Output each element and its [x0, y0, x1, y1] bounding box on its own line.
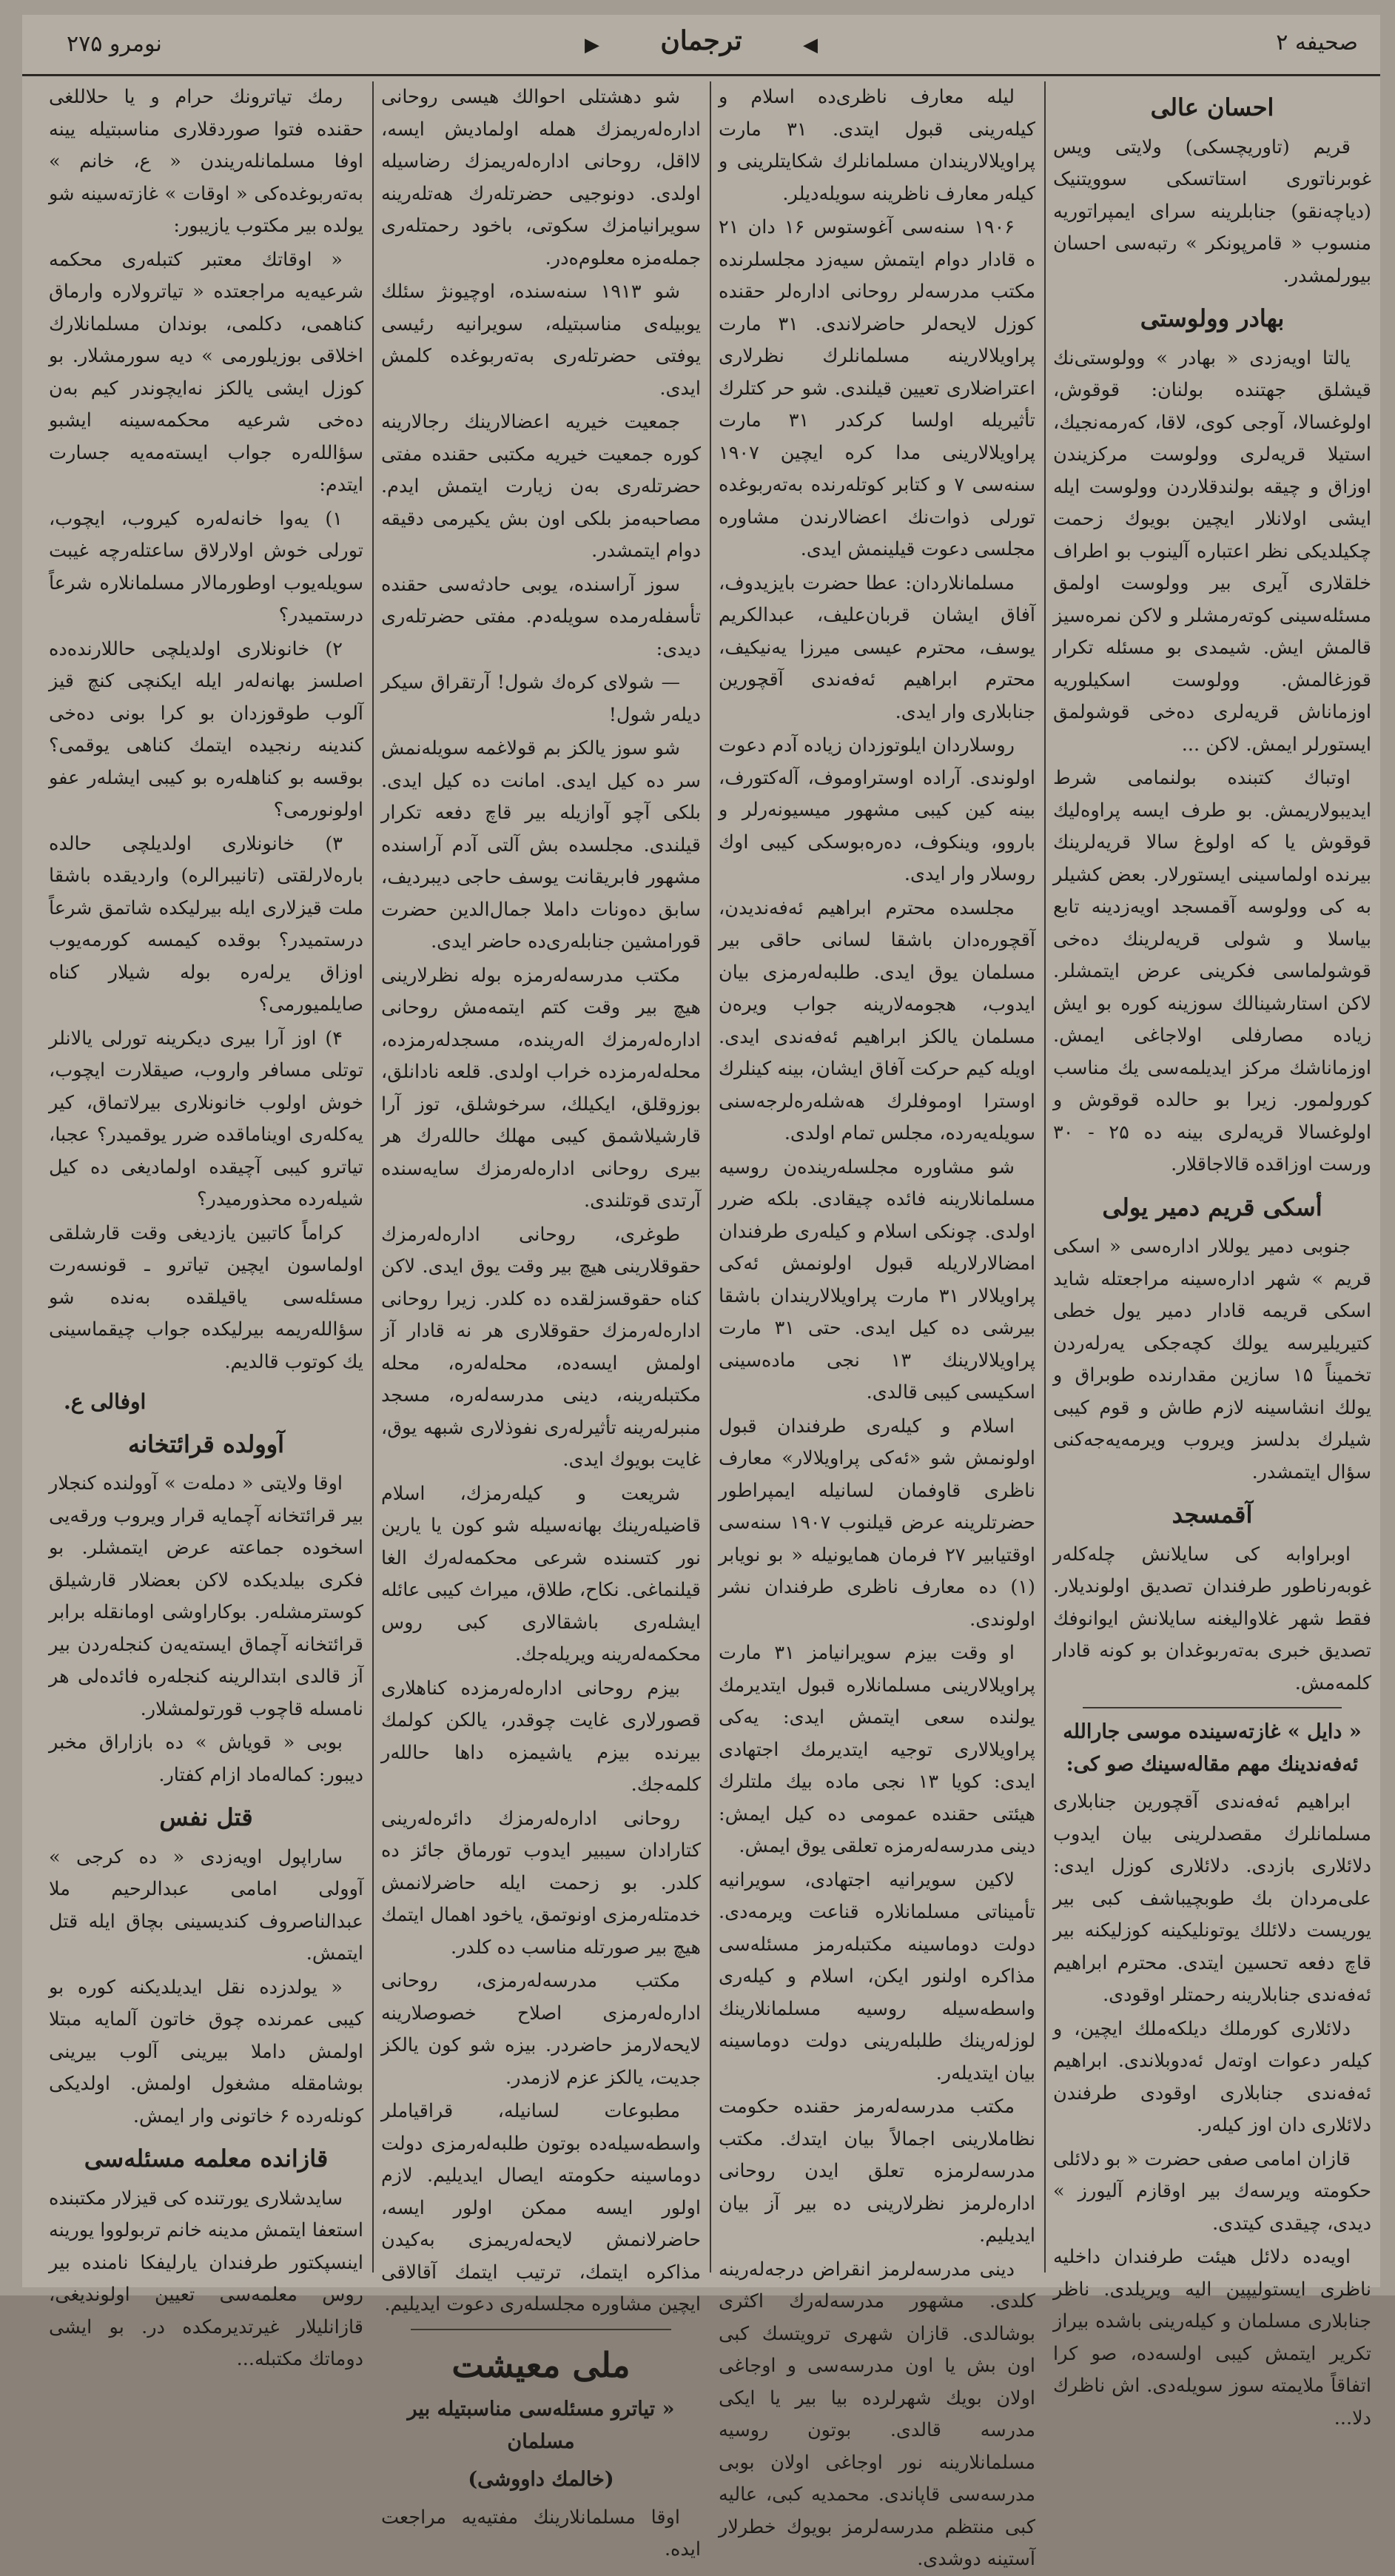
article-text: مکتب مدرسه‌لەرمزه بوله نظرلارینی هیچ بیر وقت کتم ایتمەمش روحانی اداره‌لەرمزك الەرینده، مسجدلەرمزده، محله‌لەرمزده خراب اولدی. قلعه نادانلق، بوزوقلق، ایکیلك، سرخوشلق، توز آرا قارشیلاشمق کیبی مهلك حاللەرك هر بیری روحانی اداره‌لەرمزك سایه‌سنده آرتدی قوتلندی. [381, 964, 701, 1212]
article-text: مکتب مدرسه‌لەرمز حقنده حکومت نظاملارینی اجمالاً بیان ایتدك. مکتب مدرسه‌لرمزه تعلق ایدن روحانی اداره‌لرمز نظرلارینی ده بیر آز بیان ایدیلیم. [719, 2096, 1035, 2247]
page-number: صحیفه ۲ [1276, 30, 1358, 56]
article-text: — شولای کرەك شول! آرتقراق سیکر دیلەر شول! [381, 671, 701, 726]
divider [411, 2329, 671, 2330]
article-text: ۲) خانونلاری اولدیلچی حاللارنده‌ده اصلسز بهانەلەر ایله ایکنچی کنچ قیز آلوب طوقوزدان بو کرا بونی دەخی کندینه رنجیده ایتمك کناهی یوقمی؟ بوقسه بو کناهلەره بو کیبی ایشلەر عفو اولونورمی؟ [49, 637, 363, 821]
signature: اوفالی ع. [64, 1389, 147, 1414]
article-text: ۱۹۰۶ سنه‌سی آغوستوس ۱۶ دان ۲۱ ه قادار دوام ایتمش سیەزد مجلسلرنده مکتب مدرسه‌لر روحانی اداره‌لر حقنده کوزل لایحەلر حاضرلاندی. ۳۱ مارت پراویلالارینه مسلمانلرك نظرلاری اعتراضلاری تعیین قیلندی. شو حر کتلرك تأثیریله اولسا کرکدر ۳۱ مارت پراویلالارینی مدا کره ایچین ۱۹۰۷ سنه‌سی ۷ و کتابر کوتلەرنده بەتەربوغدە تورلی ذوات‌نك اعضالارندن مشاوره مجلسی دعوت قیلینمش ایدی. [719, 216, 1035, 560]
article-text: اوبراوابه كی سایلانش چلەکلەر غوبەرناطور طرفندان تصدیق اولوندیلار. فقط شهر غلاوالیغنه سایلانش ایوانوفك تصدیق خبری بەتەربوغدان بو کونه قادار کلمەمش. [1053, 1543, 1371, 1694]
article-text: کراماً کاتبین یازدیغی وقت قارشلقی اولماسون ایچین تیاترو ـ قونسەرت مسئله‌سی یاقیلقده بەنده شو سؤاللەریمه بیرلیکده جواب چیقماسینی یك کوتوب قالدیم. [49, 1221, 363, 1373]
sub-caption: (خالمك داووشی) [468, 2468, 614, 2491]
ornament-left-icon: ▶ [585, 34, 599, 56]
newspaper-page [22, 15, 1380, 2570]
article-text: اوتباك كتبنده بولنمامی شرط ایدیبولاریمش. بو طرف ایسه پراوەلیك قوقوش یا که اولوغ سالا قریه‌لرینك بیرنده اولماسینی ایستورلار. بعض کشیلر به کی وولوسه آقمسجد اویه‌زدینه تابع بیاسلا و شولی قریه‌لرینك دەخی قوشولماسی فکرینی عرض ایتمشلر. لاکن استارشینالك سوزینه کوره بو ایش زیاده مصارفلی اولاجاغی ایمش. اوزماناشك مرکز ایدیلمه‌سی یك مناسب کورولمور. زیرا بو حالده قوقوش و اولوغسالا قریه‌لری بینه ده ۲۵ - ۳۰ ورست اوزاقده قالاجاقلار. [1053, 767, 1371, 1175]
newspaper-title: ترجمان [660, 25, 742, 56]
article-text: بیزم روحانی اداره‌لەرمزده کناهلاری قصورلاری غایت چوقدر، یالکن کولمك بیرنده بیزم یاشیمزه داها حاللەر کلمەجك. [381, 1677, 701, 1796]
article-text: او وقت بیزم سویرانیامز ۳۱ مارت پراویلالارینی مسلمانلارە قبول ایتدیرمك یولنده سعی ایتمش ایدی: یەکی پراویلالاری توجیه ایتدیرمك اجتهادی ایدی: کویا ۱۳ نجی ماده بیك ملتلرك هیئتی حقنده عمومی ده کیل ایمش: دینی مدرسه‌لەرمزه تعلقی یوق ایمش. [719, 1642, 1035, 1857]
column-4 [49, 81, 363, 2370]
article-text: دینی مدرسه‌لرمز انقراض درجەلەرینه کلدی. مشهور مدرسه‌لەرك اکثری بوشالدی. قازان شهری ترویتسك کبی اون بش یا اون مدرسه‌سی و اوجاغی اولان بویك شهرلرده بیا بیر یا ایکی مدرسه قالدی. بوتون روسیه مسلمانلارینه نور اوجاغی اولان بوبی مدرسه‌سی قاپاندی. محمدیه کبی، عالیه کبی منتظم مدرسه‌لرمز بویوك خطرلار آستینه دوشدی. [719, 2258, 1035, 2570]
article-text: مکتب مدرسه‌لەرمزی، روحانی اداره‌لەرمزی اصلاح خصوصلارینه لایحەلارمز حاضردر. بیزه شو کون یالکز جدیت، یالکز عزم لازمدر. [381, 1970, 701, 2089]
article-text: سوز آراسنده، یوبی حادثه‌سی حقنده تأسفلەرمده سویلەدم. مفتی حضرتلەری دیدی: [381, 573, 701, 660]
article-text: لیله معارف ناظری‌ده اسلام و کیلەرینی قبول ایتدی. ۳۱ مارت پراویلالاریندان مسلمانلرك شکایتلرینی و کیلەر معارف ناظرینه سویلەدیلر. [719, 86, 1035, 205]
article-text: ابراهیم ئەفەندی آقچورین جنابلاری مسلمانلرك مقصدلرینی بیان ایدوب دلائلاری بازدی. دلائلاری کوزل ایدی: علی‌مردان بك طوبچیباشف کبی بیر یوریست دلائلك یوتونلیکینه کوزلیکنه بیر قاچ دفعه تحسین ایتدی. محترم ابراهیم ئەفەندی جنابلارینه رحمتلر اوقودی. [1053, 1791, 1371, 2006]
issue-number: نومرو ۲۷۵ [67, 31, 162, 57]
sub-heading-theatre: « تیاترو مسئله‌سی مناسبتیله بیر مسلمان [407, 2398, 675, 2453]
column-2 [719, 81, 1035, 2570]
article-text: جنوبی دمیر یوللار اداره‌سی « اسکی قریم » شهر اداره‌سینه مراجعتله شاید اسکی قریمه قادار دمیر یول خطی کتیریلیرسه یولك کچه‌جکی یەرلەردن تخمیناً ۱۵ سازین مقدارنده طوبراق و یولك انشاسینه لازم طاش و قوم کیبی شیلرك بدلسز ویروب ویرمه‌یه‌جەکنی سؤال ایتمشدر. [1053, 1235, 1371, 1483]
article-text: مجلسده محترم ابراهیم ئەفەندیدن، آقچورەدان باشقا لسانی حاقی بیر مسلمان یوق ایدی. طلبەلەرمزی بیان ایدوب، هجومەلارینه جواب ویرەن مسلمان یالکز ابراهیم ئەفەندی ایدی. اویلە کیم حرکت آفاق ایشان، بینه کینلرك اوسترا اوموفلرك هەشلەر‌ەلرجەسنی سویلەیەرده، مجلس تمام اولدی. [719, 896, 1035, 1144]
article-text: شو ۱۹۱۳ سنه‌سنده، اوچیونژ سئلك یوبیلەی مناسبتیله، سویرانیه رئیسی یوفتی حضرتلەری بەتەربوغدە کلمش ایدی. [381, 281, 701, 400]
column-rule [1044, 81, 1046, 2273]
article-text: ساراپول اویه‌زدی « ده کرجی » آوولی امامی عبدالرحیم ملا عبدالناصروف کندیسینی بچاق ایله قتل ایتمش. [49, 1845, 363, 1965]
article-text: اوقا مسلمانلارینك مفتیه‌یه مراجعت ایده. [381, 2506, 701, 2560]
column-rule [710, 81, 711, 2273]
article-text: روسلاردان ایلوتوزدان زیاده آدم دعوت اولوندی. آراده اوستراوموف، آلەکتورف، بینه کین کیبی مشهور میسیونەرلر و باروو، وینکوف، دەرەبوسکی کیبی اوك روسلار وار ایدی. [719, 734, 1035, 885]
divider [1083, 1707, 1342, 1708]
article-text: اسلام و کیلەری طرفندان قبول اولونمش شو «ئەکی پراویلالار» معارف ناظری قاوفمان لسانیله ایمپراطور حضرتلرینه عرض قیلنوب ۱۹۰۷ سنه‌سی اوقتیابیر ۲۷ فرمان همایونیله « بو نویابر (۱) ده معارف ناظری طرفندان نشر اولوندی. [719, 1415, 1035, 1631]
article-text: شو مشاوره مجلسلەریندەن روسیه مسلمانلارینه فائده چیقادی. بلکه ضرر اولدی. چونکی اسلام و کیلەری طرفندان امضالارلاریله قبول اولونمش ئەکی پراویلالار ۳۱ مارت پراویلالاریندان باشقا بیرشی ده کیل ایدی. حتی ۳۱ مارت پراویلالارینك ۱۳ نجی مادەسینی اسکیسی کیبی قالدی. [719, 1155, 1035, 1403]
article-text: « یولدزده نقل ایدیلدیکنه کوره بو کیبی عمرنده چوق خاتون آلمایه مبتلا اولمش داملا بیرینی آلوب بیرینی بوشامقله مشغول اولمش. اولدیکی کونلەرده ۶ خاتونی وار ایمش. [49, 1976, 363, 2127]
article-text: شو دهشتلی احوالك هیسی روحانی اداره‌لەریمزك همله اولمادیش ایسه، لااقل، روحانی اداره‌لەریمزك رضاسیله اولدی. دونوجیی حضرتلەرك هەتلەرینه سویرانیامزك سکوتی، باخود رحمتلەری جملەمزه معلوم‌ەدر. [381, 86, 701, 269]
article-text: ۴) اوز آرا بیری دیکرینه تورلی یالانلر توتلی مسافر واروب، صیقلارت ایچوب، خوش اولوب خانونلاری بیرلاتماق، کیر یەکلەری اویناماقده ضرر یوقمیدر؟ عجبا، تیاترو کیبی آچیقده اولمادیغی ده کیل شیلەر‌ده محذورمیدر؟ [49, 1027, 363, 1210]
headline-dil: « دایل » غازته‌سینده موسی جارالله ئەفەندینك مهم مقاله‌سینك صو کی: [1063, 1720, 1362, 1776]
article-text: « اوقاتك معتبر کتبلەری محکمه شرعیه‌یه مراجعتده « تیاترولاره وارماق کناهمی، دکلمی، بوندان مسلمانلارك اخلاقی بوزیلورمی » دیه سورمشلار. بو کوزل ایشی یالکز نه‌ایچوندر کیم بەن دەخی شرعیه محکمەسینه ایشبو سؤاللەره جواب ایستەمه‌یه جسارت ایتدم: [49, 248, 363, 496]
article-text: روحانی اداره‌لەرمزك دائرەلەرینی کتارادان سیبیر ایدوب تورماق جائز ده کلدر. بو زحمت ایله حاضرلانمش خدمتلەرمزی اونوتمق، یاخود اهمال ایتمك هیچ بیر صورتله مناسب ده کلدر. [381, 1807, 701, 1959]
headline-railway: أسکی قریم دمیر یولی [1102, 1193, 1322, 1221]
page-header [22, 15, 1380, 76]
article-text: قازان امامی صفی حضرت « بو دلائلی حکومته ویرسەك بیر اوقازم آلیورز » دیدی، چیقدی کیتدی. [1053, 2147, 1371, 2235]
article-text: ۱) یەوا خانەلەره کیروب، ایچوب، تورلی خوش اولارلاق ساعتلەرچه غیبت سویلەیوب اوطورمالار مسلمانلاره شرعاً درستمیدر؟ [49, 507, 363, 626]
article-text: جمعیت خیریه اعضالارینك رجالارینه کوره جمعیت خیریه مکتبی حقنده مفتی حضرتلەری بەن زیارت ایتمش ایدم. مصاحبه‌مز بلکی اون بش یکیرمی دقیقه دوام ایتمشدر. [381, 411, 701, 562]
article-text: ۳) خانونلاری اولدیلچی حالده بارەلارلقتی (تانیبرالره) واردیقده باشقا ملت قیزلاری ایله بیرلیکده شاتمق شرعاً درستمیدر؟ بوقده کیمسه کورمه‌یوب اوزاق یرلەره بوله شیلار کناه صایلمیورمی؟ [49, 832, 363, 1016]
column-3 [381, 81, 701, 2560]
article-text: شریعت و کیلەرمزك، اسلام قاضیلەرینك بهانه‌سیله شو کون یا یارین نور کتسنده شرعی محکمەلەرك الغا قیلنماغی. نکاح، طلاق، میراث کیبی عائله ایشلەری باشقالاری کبی روس محکمەلەرینه ویریلەجك. [381, 1482, 701, 1666]
article-text: قریم (تاوریچسکی) ولایتی ویس غوبرناتوری استاتسکی سوویتنیک (دیاچەنقو) جنابلرینه سرای ایمپراتوریه منسوب « قامرپونکر » رتبه‌سی احسان بیورلمشدر. [1053, 135, 1371, 287]
article-text: یالتا اویه‌زدی « بهادر » وولوستی‌نك قیشلق جهتنده بولنان: قوقوش، اولوغسالا، آوجی کوی، لاقا، کەرمەنجیك، استیلا قریه‌لری وولوست مرکزیندن اوزاق و چیقه بولندقلاردن وولوست ایله ایشی اولانلار ایچین بویوك زحمت چکیلدیکی نظر اعتباره آلینوب بو اطراف خلقلاری آیری بیر وولوست اولمق مسئله‌سینی کوتەرمشلر و لاکن نمرەسیز قالمش ایش. شیمدی بو مسئله تکرار قوزغالمش. وولوست اسکیلوریه اوزماناش قریه‌لری دەخی قوشولمق ایستورلر ایمش. لاکن ... [1053, 346, 1371, 756]
article-text: اویەده دلائل هیئت طرفندان داخلیه ناظری ایستولیپین الیه ویریلدی. ناظر جنابلاری مسلمان و کیلەرینی باشده بیراز تکریر ایتمش کیبی اولسه‌ده، صو کرا اتفاقاً ملایمته سوز سویلەدی. اش ناظرك دلا... [1053, 2246, 1371, 2429]
article-text: طوغری، روحانی اداره‌لەرمزك حقوقلارینی هیچ بیر وقت یوق ایدی. لاکن کناه حقوقسزلقده ده کلدر. زیرا روحانی اداره‌لەرمزك حقوقلاری هر نه قادار آز اولمش ایسەده، محله‌لەره، محله مکتبلەرینه، دینی مدرسه‌لەره، مسجد منبرلەرینه تأثیرلەری نفوذلاری شبهه یوق، غایت بویوك ایدی. [381, 1223, 701, 1471]
article-text: مطبوعات لسانیله، قراقیاملر واسطه‌سیله‌ده بوتون طلبەلەرمزی دولت دوماسینه حکومته ایصال ایدیلیم. لازم اولور ایسه ممکن اولور ایسه، حاضرلانمش لایحەلەریمزی بەکیدن مذاکره ایتمك، ترتیب ایتمك آقالاقی ایچین مشاوره مجلسلەری دعوت ایدیلیم. [381, 2100, 701, 2315]
article-text: بوبی « قویاش » ده بازاراق مخبر دیبور: کماله‌ماد ازام کفتار. [49, 1731, 363, 1786]
column-1 [1053, 81, 1371, 2429]
article-text: رمك تیاترونك حرام و یا حلاللغی حقنده فتوا صوردقلاری مناسبتیله یینه اوفا مسلمانلەریندن « ع، خانم » بەتەربوغده‌کی « اوقات » غازته‌سینه شو یولده بیر مکتوب یازیبور: [49, 86, 363, 237]
headline-bahadir: بهادر وولوستی [1140, 304, 1285, 332]
article-text: لاکین سویرانیه اجتهادی، سویرانیه تأمیناتی مسلمانلارە قناعت ویرمەدی. دولت دوماسینه مکتبلەرمز مسئله‌سی مذاکره اولنور ایکن، اسلام و کیلەری واسطەسیله روسیه مسلمانلارینك لوزلەرینك طلبلەرینی دولت دوماسینه بیان ایتدیلەر. [719, 1868, 1035, 2084]
headline-teacher: قازانده معلمه مسئله‌سی [84, 2144, 329, 2173]
column-rule [372, 81, 374, 2273]
article-text: شو سوز یالکز بم قولاغمه سویلەنمش سر ده کیل ایدی. امانت ده کیل ایدی. بلکی آچو آوازیله بیر قاچ دفعه تکرار قیلندی. مجلسده بش آلتی آدم آراسنده مشهور فابریقانت یوسف حاجی دیبردیف، سابق دەونات داملا جمال‌الدین حضرت قورامشین جنابلەری‌ده حاضر ایدی. [381, 737, 701, 953]
article-text: اوقا ولایتی « دملەت » آوولنده کنجلار بیر قرائتخانه آچمایه قرار ویروب ورقه‌یی اسخوده جماعته عرض ایتمشلر. بو فکری بیلدیکده لاکن بعضلار قارشیلق کوسترمشلەر. بوکاراوشی اومانقله برابر قرائتخانه آچماق ایستەیەن کنجلەردن بیر آز قالدی ابتدالرینه کنجلەره فائده‌لی هر نامسله قاچوب قورتولمشلار. [49, 1472, 363, 1720]
article-text: دلائلاری کورملك دیلکەملك ایچین، و کیلەر دعوات اوتەل ئەدوبلاندی. ابراهیم ئەفەندی جنابلاری اوقودی طرفندن دلائلاری دان اوز کیلەر. [1053, 2017, 1371, 2136]
headline-akmesjid: آقمسجد [1172, 1500, 1253, 1529]
ornament-right-icon: ◀ [803, 34, 818, 56]
article-text: مسلمانلاردان: عطا حضرت بایزیدوف، آفاق ایشان قربان‌علیف، عبدالکریم یوسف، محترم عیسی میرزا یەنیکیف، محترم ابراهیم ئەفەندی آقچورین جنابلاری وار ایدی. [719, 571, 1035, 723]
section-title-milli-maishat: ملی معیشت [451, 2344, 631, 2385]
headline-reading-room: آوولده قرائتخانه [127, 1429, 285, 1458]
headline-ihsan: احسان عالی [1150, 93, 1274, 121]
article-text: سایدشلاری یورتنده کی قیزلار مکتبنده استعفا ایتمش مدینه خانم تربولووا یورینه اینسپکتور طرفندان یارلیفکا نامنده بیر روس معلمه‌سی تعیین اولوندیغی، قازانلیلار غیرتدیرمکده در. بو ایشی دوماتك مکتبلە... [49, 2187, 363, 2370]
headline-murder: قتل نفس [159, 1803, 253, 1831]
